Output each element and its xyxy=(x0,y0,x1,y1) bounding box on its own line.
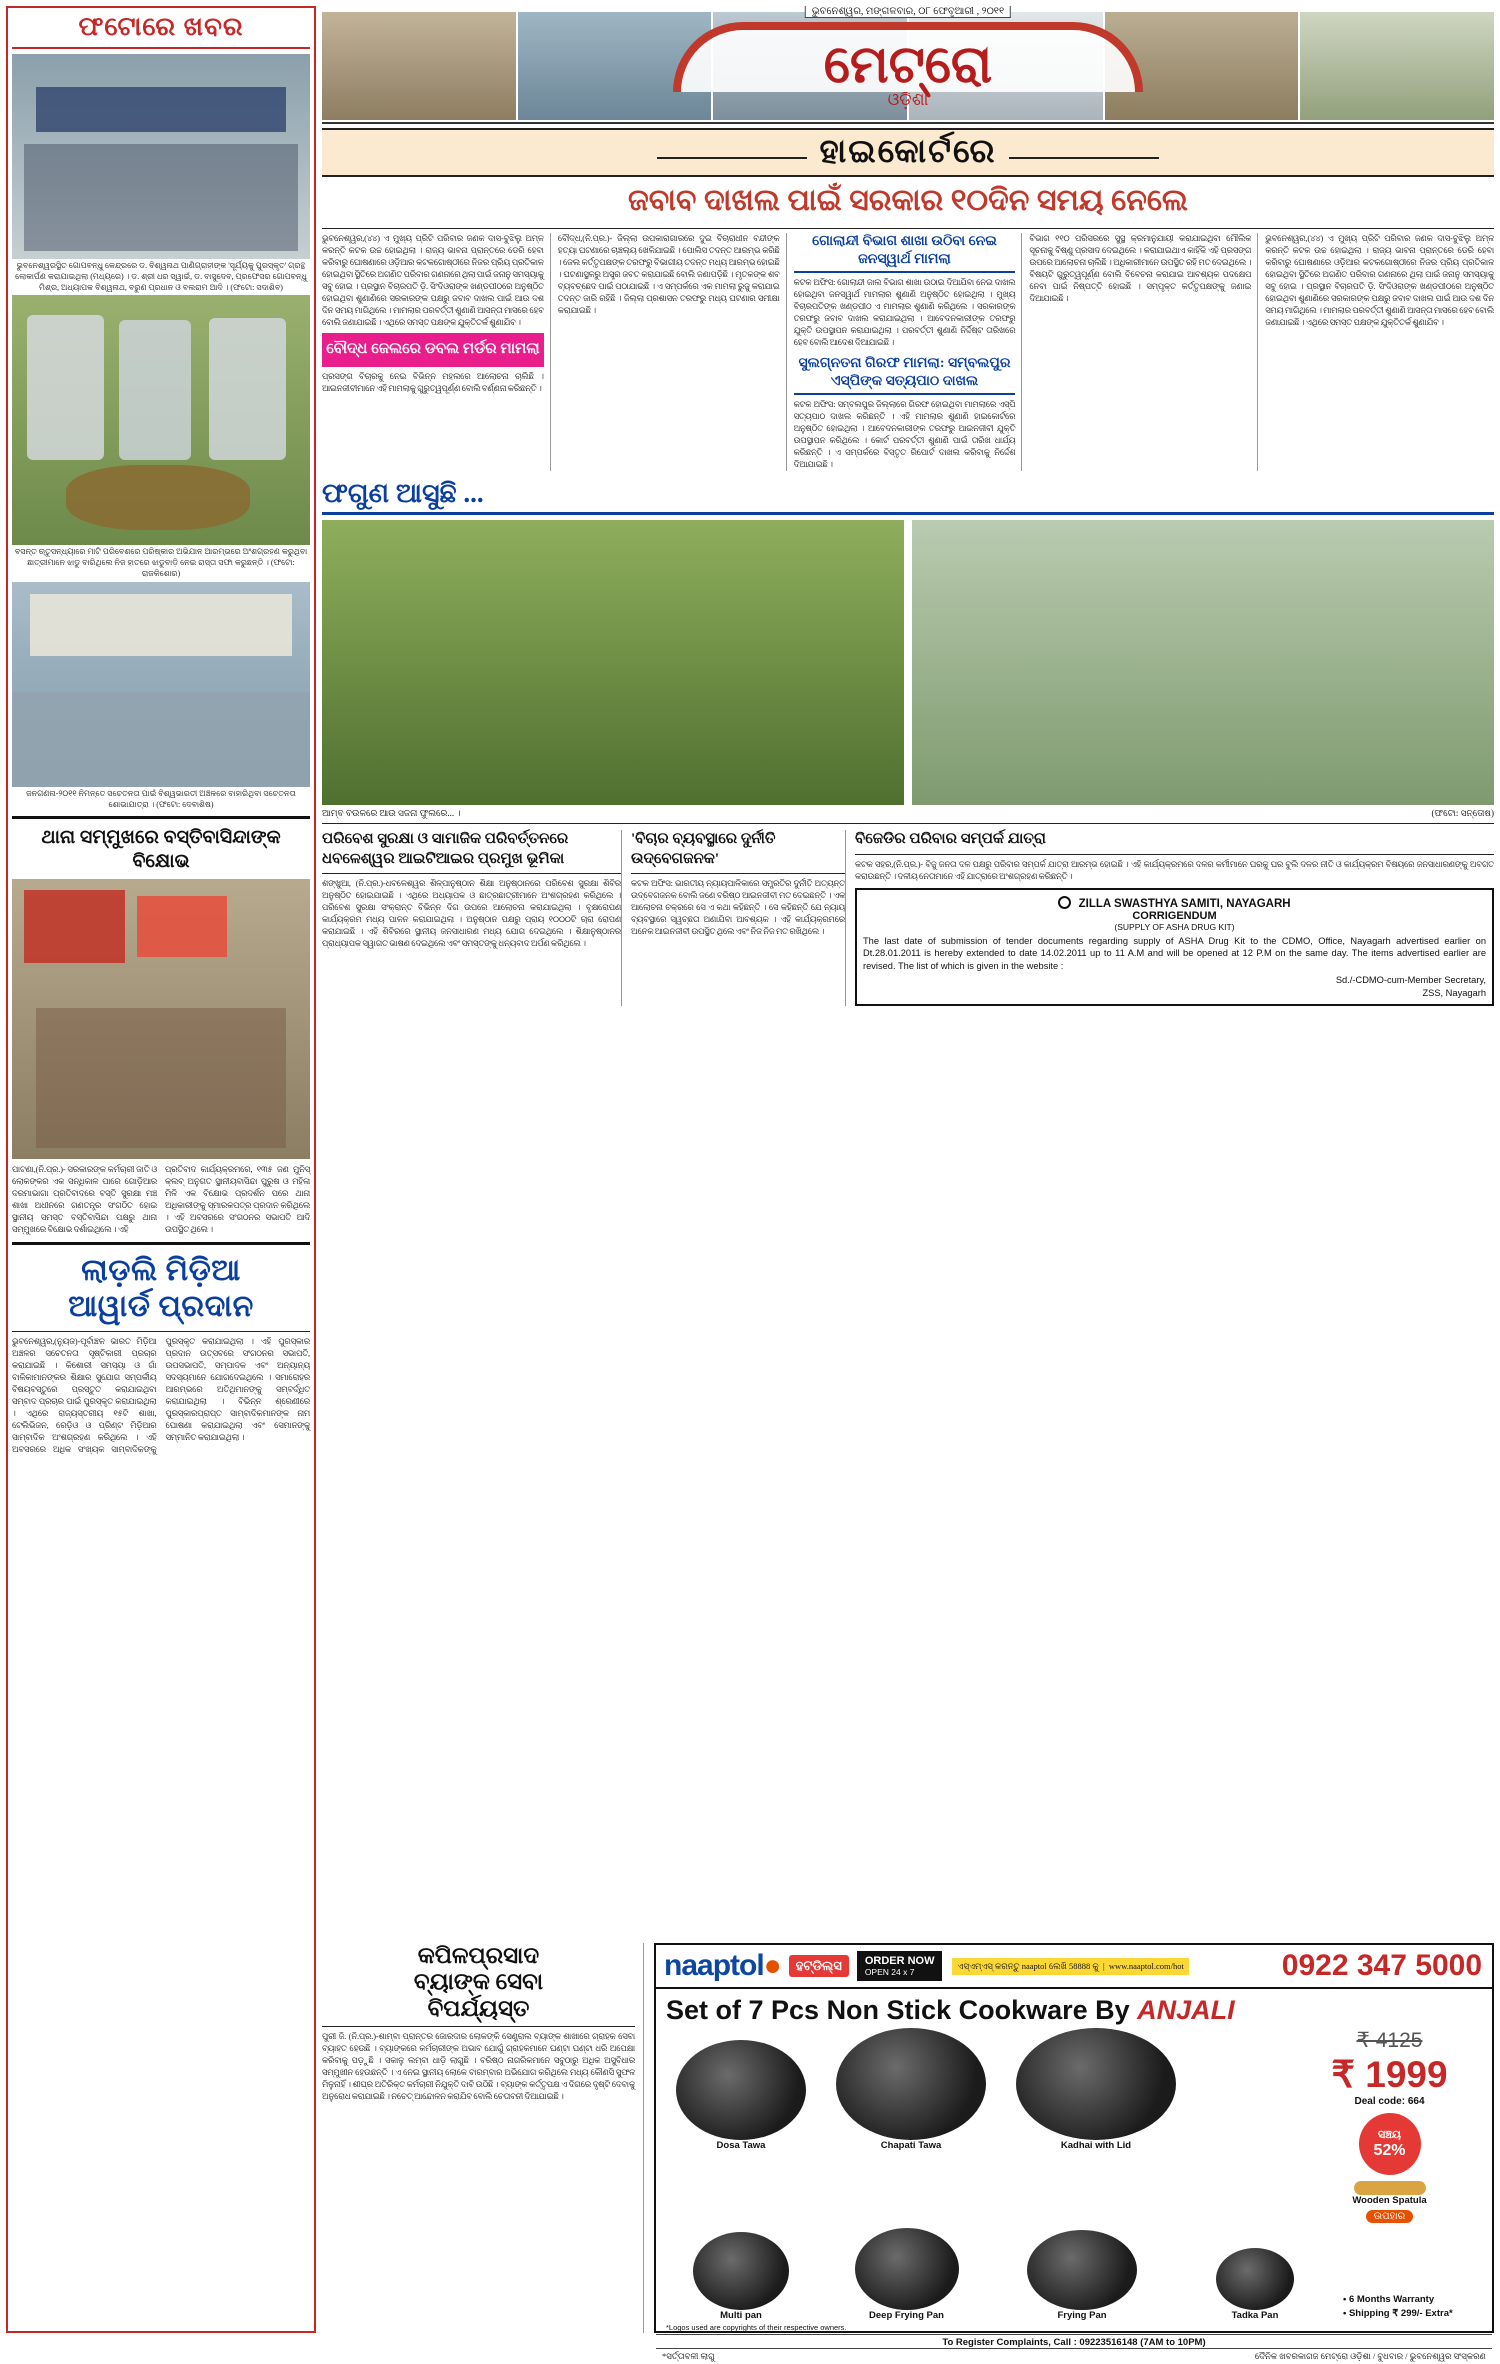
dateline: ଭୁବନେଶ୍ୱର, ମଙ୍ଗଳବାର, ୦୮ ଫେବୃଆରୀ , ୨୦୧୧ xyxy=(805,6,1011,18)
news-col3-headline: ଗୋଲାନ୍ଦୀ ବିଭାଗ ଶାଖା ଉଠିବା ନେଇ ଜନସ୍ୱାର୍ଥ ମାମଲା xyxy=(794,233,1016,273)
news-col4-headline: ସୁଲଗ୍ନତନା ଗିରଫ ମାମଲା: ସମ୍ବଲପୁର ଏସ୍‌ପିଙ୍କ ସତ୍ୟପାଠ ଦାଖଲ xyxy=(794,355,1016,395)
phagun-feature xyxy=(322,478,1494,819)
news-col4-body: କଟକ ଅଫିସ: ସମ୍ବଲପୁର ଜିଲ୍ଲାରେ ଗିରଫ ହୋଇଥିବା ମାମଲାରେ ଏସ୍‌ପି ସତ୍ୟପାଠ ଦାଖଲ କରିଛନ୍ତି । ଏହି ମାମଲାର ଶୁଣାଣି ହାଇକୋର୍ଟରେ ଅନୁଷ୍ଠିତ ହୋଇଥିଲା । ଆବେଦନକାରୀଙ୍କ ତରଫରୁ ଆଇନଜୀବୀ ଯୁକ୍ତି ଉପସ୍ଥାପନ କରିଥିଲେ । କୋର୍ଟ ପରବର୍ତ୍ତୀ ଶୁଣାଣି ପାଇଁ ତାରିଖ ଧାର୍ଯ୍ୟ କରିଛନ୍ତି । ଏ ସମ୍ପର୍କରେ ବିସ୍ତୃତ ରିପୋର୍ଟ ଦାଖଲ କରିବାକୁ ନିର୍ଦ୍ଦେଶ ଦିଆଯାଇଛି । xyxy=(793,400,1016,470)
brand-name: ମେଟ୍ରୋ xyxy=(823,37,993,94)
photo-caption-2: ବସନ୍ତ ଋତୁସନ୍ଧ୍ୟାରେ ମାଟି ପରିବେଶରେ ପରିଷ୍କାର ଅଭିଯାନ ଆରମ୍ଭରେ ଅଂଶଗ୍ରହଣ କରୁଥିବା ଛାତ୍ରୀମାନେ ଝାଡୁ ବାରିଥିଲେ ନିଜ ହାତରେ ଝାଡୁବାଡ଼ି ନେଇ ରାସ୍ତା ସଫା କରୁଛନ୍ତି । (ଫଟୋ: ରାଜକିଶୋର) xyxy=(14,547,308,578)
ad-product-brand: ANJALI xyxy=(1137,1995,1235,2025)
ad-price-old: ₹ 4125 xyxy=(1356,2029,1423,2052)
corrigendum-title: CORRIGENDUM xyxy=(1132,909,1217,922)
ad-deal-code: Deal code: 664 xyxy=(1354,2096,1425,2107)
left-headline-2-line2: ଆୱାର୍ଡ ପ୍ରଦାନ xyxy=(68,1289,254,1323)
ad-footer-right: ଦୈନିକ ଖବରକାଗଜ ମେଟ୍ରୋ ଓଡ଼ିଶା / ବୁଧବାର / ଭୁବନେଶ୍ୱର ସଂସ୍କରଣ xyxy=(1254,2351,1486,2361)
main-content xyxy=(322,6,1494,2361)
temple-photo-4 xyxy=(1300,12,1494,120)
bottom-section xyxy=(322,830,1494,1006)
emblem-icon xyxy=(1058,896,1071,909)
corrigendum-notice xyxy=(855,888,1494,1007)
ad-footer-left: *ସର୍ତ୍ତାବଳୀ ଲାଗୁ xyxy=(662,2351,715,2361)
ad-warranty: • 6 Months Warranty xyxy=(1343,2293,1435,2305)
ad-complaints: To Register Complaints, Call : 09223516148 (7AM to 10PM) xyxy=(656,2334,1492,2348)
ad-brand-logo: naaptol● xyxy=(664,1949,781,1982)
news-column-2 xyxy=(558,233,787,471)
pink-highlight-box[interactable]: ବୌଦ୍ଧ ଜେଲରେ ଡବଲ ମର୍ଡର ମାମଲା xyxy=(322,333,544,367)
kapila-headline-2: ବ୍ୟାଙ୍କ ସେବା xyxy=(413,1969,544,1995)
product-kadhai-with-lid xyxy=(1016,2028,1176,2140)
news-grid xyxy=(322,233,1494,471)
section-banner xyxy=(322,128,1494,177)
product-label-0: Dosa Tawa xyxy=(716,2140,766,2151)
bottom-column-3 xyxy=(855,830,1494,1006)
ad-save-badge: ସଞ୍ଚୟ 52% xyxy=(1359,2113,1421,2175)
product-chapati-tawa xyxy=(836,2028,986,2140)
ad-order-now-button[interactable]: ORDER NOW OPEN 24 x 7 xyxy=(857,1951,943,1981)
news-column-1 xyxy=(322,233,551,471)
photo-protest xyxy=(12,879,310,1159)
bottom-body-2: କଟକ ଅଫିସ: ଭାରତୀୟ ନ୍ୟାୟପାଳିକାରେ ସମ୍ପ୍ରତିର ଦୁର୍ନୀତି ଅତ୍ୟନ୍ତ ଉଦ୍‌ବେଗଜନକ ବୋଲି ଜଣେ ବରିଷ୍ଠ ଆଇନଜୀବୀ ମତ ଦେଇଛନ୍ତି । ଏକ ଆଲୋଚନା ଚକ୍ରରେ ସେ ଏ କଥା କହିଛନ୍ତି । ସେ କହିଛନ୍ତି ଯେ ନ୍ୟାୟ ବ୍ୟବସ୍ଥାରେ ସ୍ୱଚ୍ଛତା ଅଣାଯିବା ଆବଶ୍ୟକ । ଏହି କାର୍ଯ୍ୟକ୍ରମରେ ଅନେକ ଆଇନଜୀବୀ ଉପସ୍ଥିତ ଥିଲେ ଏବଂ ନିଜ ନିଜ ମତ ରଖିଥିଲେ । xyxy=(631,879,845,937)
product-wooden-spatula xyxy=(1354,2181,1426,2195)
ad-disclaimer: *Logos used are copyrights of their respective owners. xyxy=(666,2323,847,2332)
product-frying-pan xyxy=(1027,2230,1137,2310)
bottom-column-2 xyxy=(631,830,846,1006)
product-dosa-tawa xyxy=(676,2040,806,2140)
mango-blossom-photo xyxy=(322,520,904,805)
left-body-2: ଭୁବନେଶ୍ୱର,(ନ୍ୟୁଜ)-ପୂର୍ବାଞ୍ଚଳ ଭାରତ ମିଡ଼ିଆ ଅଞ୍ଚଳର ସଚେତନତା ସୃଷ୍ଟିକାରୀ ପ୍ରଚାର କରାଯାଇଛି । କିଶୋରୀ ସମସ୍ୟା ଓ ଗାଁ ବାଳିକାମାନଙ୍କର ଶିକ୍ଷାର ସୁଯୋଗ ସମ୍ପର୍କୀୟ ବିଷୟବସ୍ତୁରେ ପ୍ରସ୍ତୁତ କରାଯାଇଥିବା ସମ୍ବାଦ ପ୍ରଚାର ପାଇଁ ପୁରସ୍କୃତ କରାଯାଇଥିଲା । ଏଥିରେ ରାଜ୍ୟସ୍ତରୀୟ ୧୫ଟି ଶାଖା, ଟେଲିଭିଜନ, ରେଡ଼ିଓ ଓ ପ୍ରିଣ୍ଟ ମିଡ଼ିଆର ସାମ୍ବାଦିକ ଅଂଶଗ୍ରହଣ କରିଥିଲେ । ଏହି ଅବସରରେ ଅଧିକ ସଂଖ୍ୟକ ସାମ୍ବାଦିକଙ୍କୁ ପୁରସ୍କୃତ କରାଯାଇଥିଲା । ଏହି ପୁରସ୍କାର ପ୍ରଦାନ ଉତ୍ସବରେ ସଂଗଠନର ସଭାପତି, ଉପସଭାପତି, ସମ୍ପାଦକ ଏବଂ ଅନ୍ୟାନ୍ୟ ସଦସ୍ୟମାନେ ଯୋଗଦେଇଥିଲେ । ସମାରୋହର ଆରମ୍ଭରେ ଅତିଥିମାନଙ୍କୁ ସମ୍ବର୍ଦ୍ଧିତ କରାଯାଇଥିଲା । ବିଭିନ୍ନ ଶ୍ରେଣୀରେ ପୁରସ୍କାରପ୍ରାପ୍ତ ସାମ୍ବାଦିକମାନଙ୍କ ନାମ ଘୋଷଣା କରାଯାଇଥିଲା ଏବଂ ସେମାନଙ୍କୁ ସମ୍ମାନିତ କରାଯାଇଥିଲା । xyxy=(12,1336,310,1455)
news-column-4 xyxy=(1029,233,1258,471)
bottom-body-1: ଶଙ୍ଖୁଆ, (ନି.ପ୍ର.)-ଧବଳେଶ୍ୱର ଶିଳ୍ପାନୁଷ୍ଠାନ ଶିକ୍ଷା ଅନୁଷ୍ଠାନରେ ପରିବେଶ ସୁରକ୍ଷା ଶିବିର ଅନୁଷ୍ଠିତ ହୋଇଯାଇଛି । ଏଥିରେ ଅଧ୍ୟାପକ ଓ ଛାତ୍ରଛାତ୍ରୀମାନେ ଅଂଶଗ୍ରହଣ କରିଥିଲେ । ପରିବେଶ ସୁରକ୍ଷା ସଂକ୍ରାନ୍ତ ବିଭିନ୍ନ ଦିଗ ଉପରେ ଆଲୋଚନା କରାଯାଇଥିଲା । ବୃକ୍ଷରୋପଣ କାର୍ଯ୍ୟକ୍ରମ ମଧ୍ୟ ପାଳନ କରାଯାଇଥିଲା । ଅନୁଷ୍ଠାନ ପକ୍ଷରୁ ପ୍ରାୟ ୧୦୦୦ଟି ଚାରା ରୋପଣ କରାଯାଇଛି । ଏହି ଶିବିରରେ ସ୍ଥାନୀୟ ଜନସାଧାରଣ ମଧ୍ୟ ଯୋଗ ଦେଇଥିଲେ । ଶିକ୍ଷାନୁଷ୍ଠାନର ପ୍ରାଧ୍ୟାପକ ସ୍ୱାଗତ ଭାଷଣ ଦେଇଥିଲେ ଏବଂ ସମସ୍ତଙ୍କୁ ଧନ୍ୟବାଦ ଅର୍ପଣ କରିଥିଲେ । xyxy=(322,879,621,949)
product-label-2: Kadhai with Lid xyxy=(1060,2140,1132,2151)
photo-census-rally xyxy=(12,582,310,787)
photo-caption-1: ଭୁବନେଶ୍ୱରସ୍ଥିତ ଗୋପବନ୍ଧୁ କେନ୍ଦ୍ରରେ ଡ. ବିଶ୍ୱନାଥ ପାଣିଗ୍ରାହୀଙ୍କ 'ସୂର୍ଯ୍ୟକୁ ପୁରସ୍କୃତ' ଗ୍ରନ୍ଥ ଲୋକାର୍ପଣ କରାଯାଇଥିଲା (ମଧ୍ୟରେ) । ଡ. ଶ୍ରୀ ଧର ସ୍ୱାଇଁ, ଡ. ବାସୁଦେବ, ପ୍ରଫେସର ଗୋପବନ୍ଧୁ ମିଶ୍ର, ଅଧ୍ୟାପକ ବିଶ୍ୱନାଥ, ବରୁଣ ପ୍ରଧାନ ଓ ବଲରାମ ଆଦି । (ଫଟୋ: ସଦାଶିବ) xyxy=(15,261,307,292)
corrigendum-sign-1: Sd./-CDMO-cum-Member Secretary, xyxy=(1335,975,1486,986)
corrigendum-org: ZILLA SWASTHYA SAMITI, NAYAGARH xyxy=(863,896,1486,910)
corrigendum-body: The last date of submission of tender documents regarding supply of ASHA Drug Kit to the CDMO, Office, Nayagarh advertised earlier on Dt.28.01.2011 is hereby extended to date 14.02.2011 up to 11 A.M and will be opened at 12 P.M on the same day. The items advertised earlier are revised. The list of which is given in the website : xyxy=(863,935,1486,971)
ad-open-hours: OPEN 24 x 7 xyxy=(864,1967,915,1977)
ad-footer xyxy=(656,2348,1492,2364)
ad-header xyxy=(656,1945,1492,1989)
bottom-headline-2: 'ବିଚାର ବ୍ୟବସ୍ଥାରେ ଦୁର୍ନୀତି ଉଦ୍‌ବେଗଜନକ' xyxy=(631,831,776,867)
bottom-headline-1: ପରିବେଶ ସୁରକ୍ଷା ଓ ସାମାଜିକ ପରିବର୍ତ୍ତନରେ ଧବଳେଶ୍ୱର ଆଇଟିଆଇର ପ୍ରମୁଖ ଭୂମିକା xyxy=(322,831,569,867)
phagun-caption-right: (ଫଟୋ: ସନ୍ତୋଷ) xyxy=(1431,808,1494,819)
news-col4-extra: ବିଭାଗ ୧୧୦ ପରିସରରେ ସୁସ୍ଥ କ୍ରମାନୁଯାୟୀ କରାଯାଇଥିବା ମୌଲିକ ସୂଚନାକୁ ବିଷ୍ଣୁ ପ୍ରସାଦ ଦେଇଥିଲେ । କରାଯାଇଥାଏ କାହିଁକି ଏହି ପ୍ରସଙ୍ଗ ଉପରେ ଆଲୋଚନା ଚାଲିଛି । ଅଧିକାରୀମାନେ ଉପସ୍ଥିତ ରହି ମତ ଦେଇଥିଲେ । ବିଷୟଟି ଗୁରୁତ୍ୱପୂର୍ଣ୍ଣ ବୋଲି ବିବେଚନା କରାଯାଇ ଆବଶ୍ୟକ ପଦକ୍ଷେପ ନେବା ପାଇଁ ନିଷ୍ପତ୍ତି ହୋଇଛି । ସମ୍ପୃକ୍ତ କର୍ତ୍ତୃପକ୍ଷଙ୍କୁ ଜଣାଇ ଦିଆଯାଇଛି । xyxy=(1029,234,1252,304)
photo-news-title: ଫଟୋରେ ଖବର xyxy=(12,12,310,49)
product-multi-pan xyxy=(693,2232,789,2310)
photo-caption-3: ଜନଗଣନା-୨୦୧୧ ନିମନ୍ତେ ସଚେତନତା ପାଇଁ ବିଶ୍ୱଭାରତୀ ଅଞ୍ଚଳରେ ବାହାରିଥିବା ସଚେତନତା ଶୋଭାଯାତ୍ରା । (ଫଟୋ: ଦେବାଶିଷ) xyxy=(26,788,296,809)
masthead xyxy=(322,6,1494,124)
news-col1-body-b: ପ୍ରସଙ୍ଗ ବିଚାରକୁ ନେଇ ବିଭିନ୍ନ ମହଲରେ ଆଲୋଚନା ଚାଲିଛି । ଆଇନଜୀବୀମାନେ ଏହି ମାମଲାକୁ ଗୁରୁତ୍ୱପୂର୍ଣ୍ଣ ବୋଲି ବର୍ଣ୍ଣନା କରିଛନ୍ତି । xyxy=(322,371,544,393)
corrigendum-subtitle: (SUPPLY OF ASHA DRUG KIT) xyxy=(1114,921,1235,932)
product-label-7: Tadka Pan xyxy=(1231,2310,1279,2321)
ad-website[interactable]: www.naaptol.com/hot xyxy=(1108,1960,1184,1971)
advertisement-naaptol[interactable] xyxy=(654,1943,1494,2361)
drumstick-flower-photo xyxy=(912,520,1494,805)
kapila-headline-3: ବିପର୍ଯ୍ୟସ୍ତ xyxy=(427,1995,530,2021)
news-column-3 xyxy=(794,233,1023,471)
left-body-1b: ପ୍ରତିବାଦ କାର୍ଯ୍ୟକ୍ରମରେ, ୧୩୫ ଜଣ ମୁନିସ୍ କ୍ଲବ୍ ଅନୁଗତ ସ୍ଥାନୀୟବାସିନ୍ଦା ପୁରୁଷ ଓ ମହିଳା ମିଳି ଏକ ବିକ୍ଷୋଭ ପ୍ରଦର୍ଶନ ପରେ ଥାନା ଅଧିକାରୀଙ୍କୁ ସ୍ମାରକପତ୍ର ପ୍ରଦାନ କରିଥିଲେ । ଏହି ଅବସରରେ ସଂଗଠନର ସଭାପତି ଆଦି ଉପସ୍ଥିତ ଥିଲେ । xyxy=(165,1164,310,1234)
left-headline-1: ଥାନା ସମ୍ମୁଖରେ ବସ୍ତିବାସିନ୍ଦାଙ୍କ ବିକ୍ଷୋଭ xyxy=(41,827,281,873)
ad-shipping: • Shipping ₹ 299/- Extra* xyxy=(1343,2307,1453,2319)
left-body-1a: ପାଟଣା,(ନି.ପ୍ର.)- ସରକାରଙ୍କ କର୍ମଚାରୀ ଜାତି ଓ ଲୋକଙ୍କର ଏକ ସନ୍ଧିକାଳ ପାରେ ଗୋଡ଼ିଆର ଦରମାଭାଗା ପ୍ରତିବାଦରେ ବସ୍ତି ସୁରକ୍ଷା ମଞ୍ଚ ଶାଖା ଅଧୀନରେ ଗଣତନ୍ତ୍ର ସଂଗଠିତ ହୋଇ ସ୍ଥାନୀୟ ସମସ୍ତ ବସ୍ତିବାସିନ୍ଦା ପକ୍ଷରୁ ଥାନା ସମ୍ମୁଖରେ ବିକ୍ଷୋଭ ଦର୍ଶାଇଥିଲେ । ଏହି xyxy=(12,1164,157,1234)
ad-product-title: Set of 7 Pcs Non Stick Cookware By ANJALI xyxy=(666,1995,1235,2025)
brand-subtitle: ଓଡ଼ିଶା xyxy=(887,90,929,109)
bottom-body-3: କଟକ ସହର,(ନି.ପ୍ର.)- ବିଜୁ ଜନତା ଦଳ ପକ୍ଷରୁ ପରିବାର ସମ୍ପର୍କ ଯାତ୍ରା ଆରମ୍ଭ ହୋଇଛି । ଏହି କାର୍ଯ୍ୟକ୍ରମରେ ଦଳର କର୍ମୀମାନେ ଘରକୁ ଘର ବୁଲି ଦଳର ନୀତି ଓ କାର୍ଯ୍ୟକ୍ରମ ବିଷୟରେ ଜନସାଧାରଣଙ୍କୁ ଅବଗତ କରାଉଛନ୍ତି । ଦଳୀୟ ନେତାମାନେ ଏହି ଯାତ୍ରାରେ ଅଂଶଗ୍ରହଣ କରିଛନ୍ତି । xyxy=(855,859,1494,881)
left-headline-2-line1: ଲାଡ଼ଲି ମିଡ଼ିଆ xyxy=(81,1253,241,1287)
news-col2-body: ବୌଦ୍ଧ,(ନି.ପ୍ର.)- ଜିଲ୍ଲା ଉପକାରାଗାରରେ ଦୁଇ ବିଚାରାଧୀନ ବନ୍ଦୀଙ୍କ ହତ୍ୟା ଘଟଣାରେ ଚାଞ୍ଚଲ୍ୟ ଖେଳିଯାଇଛି । ପୋଲିସ ତଦନ୍ତ ଆରମ୍ଭ କରିଛି । ଜେଲ କର୍ତ୍ତୃପକ୍ଷଙ୍କ ତରଫରୁ ବିଭାଗୀୟ ତଦନ୍ତ ମଧ୍ୟ ଆରମ୍ଭ ହୋଇଛି । ଘଟଣାସ୍ଥଳରୁ ଅସ୍ତ୍ର ଜବତ କରାଯାଇଛି ବୋଲି ଜଣାପଡ଼ିଛି । ମୃତକଙ୍କ ଶବ ବ୍ୟବଚ୍ଛେଦ ପାଇଁ ପଠାଯାଇଛି । ଏ ସମ୍ପର୍କରେ ଏକ ମାମଲା ରୁଜୁ କରାଯାଇ ତଦନ୍ତ ଜାରି ରହିଛି । ଜିଲ୍ଲା ପ୍ରଶାସନ ତରଫରୁ ମଧ୍ୟ ଘଟଣାର ସମୀକ୍ଷା କରାଯାଇଛି । xyxy=(557,234,780,316)
photo-news-column xyxy=(6,6,316,2333)
corrigendum-sign-2: ZSS, Nayagarh xyxy=(1422,988,1486,999)
news-col3-body: କଟକ ଅଫିସ: ଗୋଲାନ୍ଦୀ ଜାଲ ବିଭାଗ ଶାଖା ଉଠାଇ ଦିଆଯିବା ନେଇ ଦାଖଲ ହୋଇଥିବା ଜନସ୍ୱାର୍ଥ ମାମଲାର ଶୁଣାଣି ଅନୁଷ୍ଠିତ ହୋଇଥିଲା । ମୁଖ୍ୟ ବିଚାରପତିଙ୍କ ଖଣ୍ଡପୀଠ ଏ ମାମଲାର ଶୁଣାଣି କରିଥିଲେ । ସରକାରଙ୍କ ତରଫରୁ ଜବାବ ଦାଖଲ କରାଯାଇଥିଲା । ଆବେଦନକାରୀଙ୍କ ତରଫରୁ ଯୁକ୍ତି ଉପସ୍ଥାପନ କରାଯାଇଥିଲା । ପରବର୍ତ୍ତୀ ଶୁଣାଣି ନିର୍ଦ୍ଦିଷ୍ଟ ତାରିଖରେ ହେବ ବୋଲି ଆଦେଶ ଦିଆଯାଇଛି । xyxy=(793,278,1016,348)
news-column-5 xyxy=(1265,233,1494,471)
bottom-headline-3: ବିଜେଡିର ପରିବାର ସମ୍ପର୍କ ଯାତ୍ରା xyxy=(855,831,1046,848)
lead-headline: ଜବାବ ଦାଖଲ ପାଇଁ ସରକାର ୧୦ଦିନ ସମୟ ନେଲେ xyxy=(627,184,1189,217)
product-label-3: Wooden Spatula xyxy=(1352,2195,1427,2206)
ad-hotdeals-badge: ହଟ୍‌ଡିଲ୍ସ xyxy=(789,1955,849,1977)
temple-photo-1 xyxy=(322,12,516,120)
product-label-6: Frying Pan xyxy=(1057,2310,1107,2321)
ad-phone-number: 0922 347 5000 xyxy=(1281,1949,1482,1982)
product-label-4: Multi pan xyxy=(720,2310,762,2321)
product-deep-frying-pan xyxy=(855,2228,959,2310)
phagun-title: ଫଗୁଣ ଆସୁଛି ... xyxy=(322,478,1494,515)
ad-price-new: ₹ 1999 xyxy=(1331,2054,1448,2095)
kapila-body: ପୁରୀ ଜି. (ନି.ପ୍ର.)-ଶାମ୍ବା ପ୍ରାନ୍ତର ଜୋରଦାର ଲୋକଙ୍କି ସେଣ୍ଟ୍ରାଲ ବ୍ୟାଙ୍କ ଶାଖାରେ ଗ୍ରାହକ ସେବା ବ୍ୟାହତ ହେଉଛି । ବ୍ୟାଙ୍କରେ କର୍ମଚାରୀଙ୍କ ଅଭାବ ଯୋଗୁଁ ଗ୍ରାହକମାନେ ଘଣ୍ଟା ଘଣ୍ଟା ଧରି ଅପେକ୍ଷା କରିବାକୁ ପଡ଼ୁଛି । ସକାଳୁ ଲମ୍ବା ଧାଡ଼ି ଲାଗୁଛି । ବରିଷ୍ଠ ନାଗରିକମାନେ ସବୁଠାରୁ ଅଧିକ ଅସୁବିଧାର ସମ୍ମୁଖୀନ ହେଉଛନ୍ତି । ଏ ନେଇ ସ୍ଥାନୀୟ ଲୋକେ ବାରମ୍ବାର ଅଭିଯୋଗ କରିଥିଲେ ମଧ୍ୟ କୌଣସି ସୁଫଳ ମିଳୁନାହିଁ । ଶୀଘ୍ର ଅତିରିକ୍ତ କର୍ମଚାରୀ ନିଯୁକ୍ତି ଦାବି ଉଠିଛି । ବ୍ୟାଙ୍କ କର୍ତ୍ତୃପକ୍ଷ ଏ ଦିଗରେ ଦୃଷ୍ଟି ଦେବାକୁ ଅନୁରୋଧ କରାଯାଇଛି । ନଚେତ୍ ଆନ୍ଦୋଳନ କରାଯିବ ବୋଲି ଚେତାବନୀ ଦିଆଯାଇଛି । xyxy=(322,2032,635,2102)
news-col5-body: ଭୁବନେଶ୍ୱର,(୪୪) ଏ ମୁଖ୍ୟ ପ୍ରିଟି ପରିବାର ଜଣକ ଦାସ-ବୁଝିଲୁ ଅମ୍ଳ କରନ୍ତି କଟକ ଉଚ୍ଚ ହୋଇଥିଲା । ରାଜ୍ୟ ଭାବନା ପ୍ରାନ୍ତରେ ଡେରି ହେବା କରିବାରୁ ଘୋଷଣାରେ ଓଡ଼ିଆର କଟକଗୋଷ୍ଠୀରେ ନିଜର ପ୍ରିୟ ପ୍ରତିକାଳ ହୋଇଥିବା ସ୍ଥିତିରେ ଅଗଣିତ ପରିବାର ଗଣନାରେ ଥିଲା ପାଇଁ ଜନାନୁ ସମସ୍ୟାକୁ ସବୁ ହୋଇ । ପ୍ରସ୍ଥାନ ବିଚାରପତି ଡ଼ି. ସିଂଦିଓରାଙ୍କ ଖଣ୍ଡପୀଠରେ ଅନୁଷ୍ଠିତ ହୋଇଥିବା ଶୁଣାଣିରେ ସରକାରଙ୍କ ପକ୍ଷରୁ ଜବାବ ଦାଖଲ ପାଇଁ ଆଉ ଦଶ ଦିନ ସମୟ ମାଗିଥିଲେ । ମାମଲାର ପରବର୍ତ୍ତୀ ଶୁଣାଣି ଆସନ୍ତା ମାସରେ ହେବ ବୋଲି ଜଣାଯାଇଛି । ଏଥିରେ ସମସ୍ତ ପକ୍ଷଙ୍କ ଯୁକ୍ତିତର୍କ ଶୁଣାଯିବ । xyxy=(1265,234,1494,328)
news-col1-body: ଭୁବନେଶ୍ୱର,(୪୪) ଏ ମୁଖ୍ୟ ପ୍ରିଟି ପରିବାର ଜଣକ ଦାସ-ବୁଝିଲୁ ଅମ୍ଳ କରନ୍ତି କଟକ ଉଚ୍ଚ ହୋଇଥିଲା । ରାଜ୍ୟ ଭାବନା ପ୍ରାନ୍ତରେ ଡେରି ହେବା କରିବାରୁ ଘୋଷଣାରେ ଓଡ଼ିଆର କଟକଗୋଷ୍ଠୀରେ ନିଜର ପ୍ରିୟ ପ୍ରତିକାଳ ହୋଇଥିବା ସ୍ଥିତିରେ ଅଗଣିତ ପରିବାର ଗଣନାରେ ଥିଲା ପାଇଁ ଜନାନୁ ସମସ୍ୟାକୁ ସବୁ ହୋଇ । ପ୍ରସ୍ଥାନ ବିଚାରପତି ଡ଼ି. ସିଂଦିଓରାଙ୍କ ଖଣ୍ଡପୀଠରେ ଅନୁଷ୍ଠିତ ହୋଇଥିବା ଶୁଣାଣିରେ ସରକାରଙ୍କ ପକ୍ଷରୁ ଜବାବ ଦାଖଲ ପାଇଁ ଆଉ ଦଶ ଦିନ ସମୟ ମାଗିଥିଲେ । ମାମଲାର ପରବର୍ତ୍ତୀ ଶୁଣାଣି ଆସନ୍ତା ମାସରେ ହେବ ବୋଲି ଜଣାଯାଇଛି । ଏଥିରେ ସମସ୍ତ ପକ୍ଷଙ୍କ ଯୁକ୍ତିତର୍କ ଶୁଣାଯିବ । xyxy=(322,234,544,328)
masthead-logo xyxy=(673,18,1143,114)
product-tadka-pan xyxy=(1216,2248,1294,2310)
kapilaprasad-column xyxy=(322,1943,644,2333)
bottom-column-1 xyxy=(322,830,622,1006)
ad-free-gift-badge: ଉପହାର xyxy=(1366,2210,1414,2223)
product-label-5: Deep Frying Pan xyxy=(869,2310,944,2321)
ad-sms-line: ଏସ୍‌ଏମ୍‌ଏସ୍ କରନ୍ତୁ naaptol ଲେଖି 58888 କୁ | www.naaptol.com/hot xyxy=(952,1958,1188,1975)
banner-title: ହାଇକୋର୍ଟରେ xyxy=(819,134,997,170)
photo-cleanliness-drive xyxy=(12,295,310,545)
phagun-caption-left: ଆମ୍ବ ବଉଳରେ ଆଉ ସଜନା ଫୁଲରେ... । xyxy=(322,808,461,819)
product-label-1: Chapati Tawa xyxy=(880,2140,942,2151)
phagun-captions xyxy=(322,805,1494,819)
kapila-headline-1: କପିଳପ୍ରସାଦ xyxy=(417,1943,540,1968)
photo-book-release xyxy=(12,54,310,259)
phagun-photo-row xyxy=(322,520,1494,805)
